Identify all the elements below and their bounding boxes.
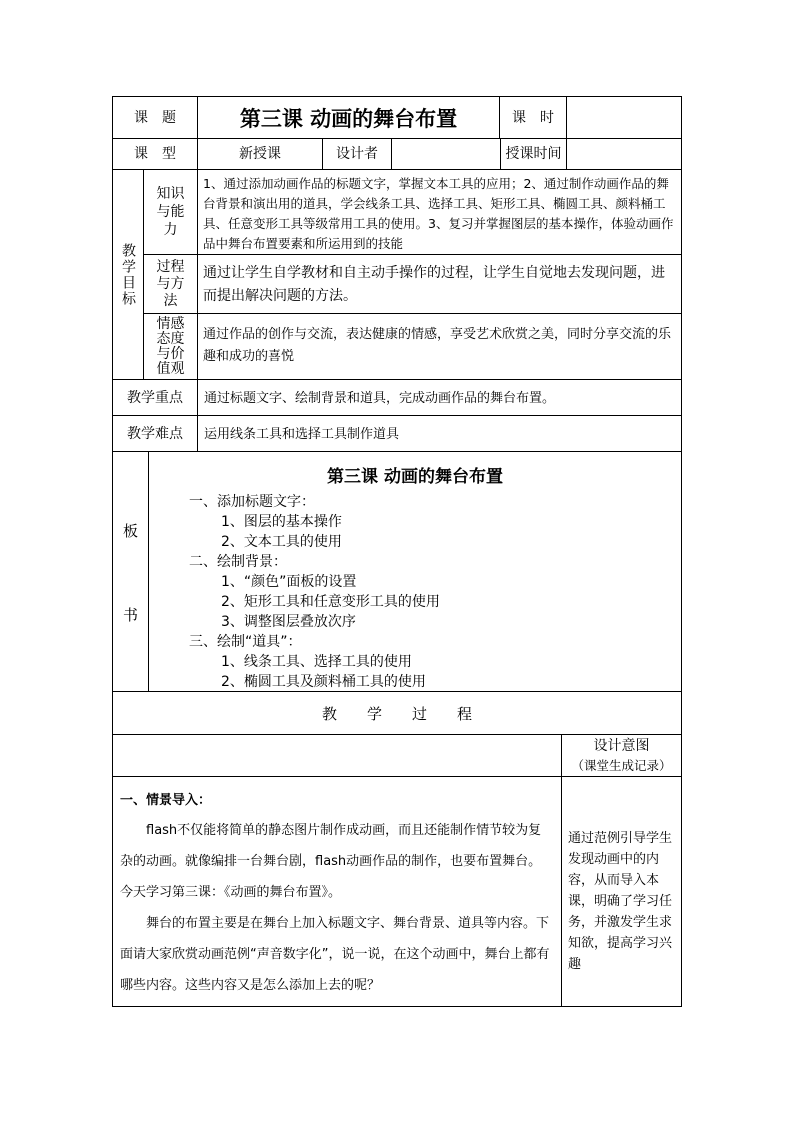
goal-process-label: 过程与方法 (143, 254, 198, 314)
board-line: 2、矩形工具和任意变形工具的使用 (221, 594, 440, 610)
goal-attitude-text: 通过作品的创作与交流，表达健康的情感，享受艺术欣赏之美，同时分享交流的乐趣和成功的喜悦 (197, 313, 682, 380)
goal-knowledge-label: 知识与能力 (143, 169, 198, 255)
type-label: 课 型 (112, 138, 198, 170)
board-line: 1、图层的基本操作 (221, 514, 342, 530)
design-intent-text: 通过范例引导学生发现动画中的内容，从而导入本课，明确了学习任务，并激发学生求知欲，提高学习兴趣 (568, 831, 673, 972)
process-header-blank (112, 734, 562, 777)
topic-value: 第三课 动画的舞台布置 (197, 96, 500, 139)
board-content (148, 451, 682, 692)
designer-value (391, 138, 501, 170)
board-line: 1、线条工具、选择工具的使用 (221, 654, 412, 670)
designer-label: 设计者 (322, 138, 392, 170)
goal-process-text: 通过让学生自学教材和自主动手操作的过程，让学生自觉地去发现问题，进而提出解决问题的方法。 (197, 254, 682, 314)
board-line: 三、绘制“道具”： (189, 634, 302, 650)
goal-knowledge-text: 1、通过添加动画作品的标题文字，掌握文本工具的应用；2、通过制作动画作品的舞台背景和演出用的道具，学会线条工具、选择工具、矩形工具、椭圆工具、颜料桶工具、任意变形工具等级常用工具的使用。3、复习并掌握图层的基本操作，体验动画作品中舞台布置要素和所运用到的技能 (197, 169, 682, 255)
board-label-cell (112, 451, 149, 692)
board-line: 2、文本工具的使用 (221, 534, 342, 550)
board-title: 第三课 动画的舞台布置 (327, 467, 503, 487)
board-line: 一、添加标题文字： (189, 494, 315, 510)
board-line: 2、椭圆工具及颜料桶工具的使用 (221, 674, 426, 690)
board-line: 1、“颜色”面板的设置 (221, 574, 357, 590)
topic-label: 课 题 (112, 96, 198, 139)
process-paragraph: flash不仅能将简单的静态图片制作成动画，而且还能制作情节较为复杂的动画。就像编排一台舞台剧，flash动画作品的制作，也要布置舞台。今天学习第三课：《动画的舞台布置》。 (120, 823, 542, 900)
difficulty-label: 教学难点 (112, 415, 198, 452)
process-paragraph: 舞台的布置主要是在舞台上加入标题文字、舞台背景、道具等内容。下面请大家欣赏动画范例“声音数字化”，说一说，在这个动画中，舞台上都有哪些内容。这些内容又是怎么添加上去的呢？ (120, 916, 550, 993)
goals-label: 教学目标 (112, 169, 144, 380)
goal-attitude-label: 情感态度与价值观 (143, 313, 198, 380)
design-intent-subtitle: （课堂生成记录） (571, 758, 672, 773)
section-heading: 一、情景导入： (120, 793, 212, 808)
hours-label: 课 时 (499, 96, 567, 139)
board-line: 3、调整图层叠放次序 (221, 614, 356, 630)
key-point-label: 教学重点 (112, 379, 198, 416)
difficulty-text: 运用线条工具和选择工具制作道具 (197, 415, 682, 452)
key-point-text: 通过标题文字、绘制背景和道具，完成动画作品的舞台布置。 (197, 379, 682, 416)
date-label: 授课时间 (500, 138, 567, 170)
type-value: 新授课 (197, 138, 323, 170)
design-intent-title: 设计意图 (593, 738, 650, 754)
process-content (112, 776, 562, 1007)
board-label-top: 板 (122, 522, 138, 540)
process-title: 教 学 过 程 (112, 691, 682, 735)
board-label-bottom: 书 (122, 606, 138, 624)
date-value (566, 138, 682, 170)
hours-value (566, 96, 682, 139)
board-line: 二、绘制背景： (189, 554, 287, 570)
design-intent-cell (561, 776, 682, 1007)
design-intent-header (561, 734, 682, 777)
